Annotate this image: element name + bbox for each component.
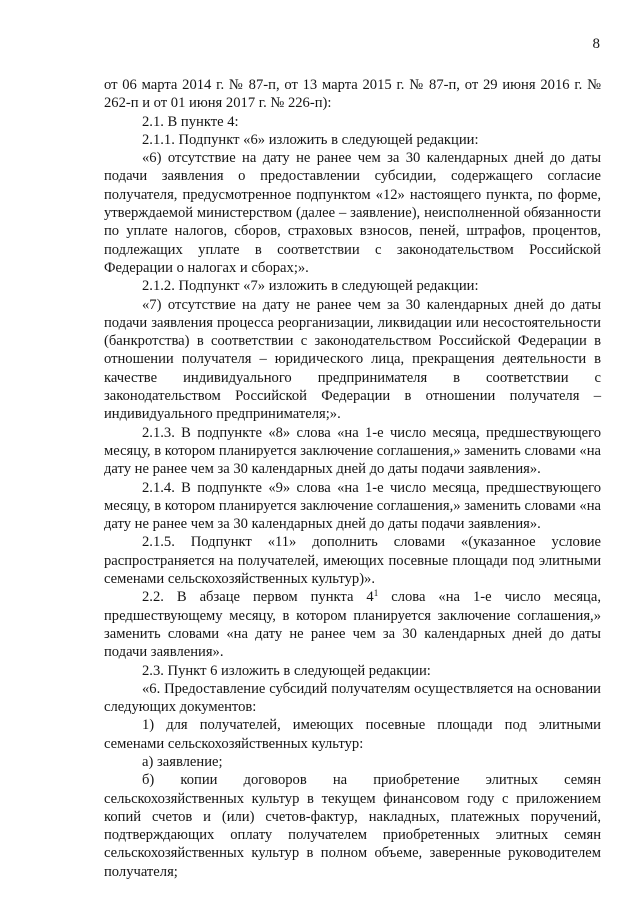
- paragraph-subitem-7: «7) отсутствие на дату не ранее чем за 30 календарных дней до даты подачи заявления процесса реорганизации, ликвидации или несостоятельности (банкротства) в соответствии с законодательством Российской Федерации в отношении получателя – юридического лица, прекращения деятельности в качестве индивидуального предпринимателя в соответствии с законодательством Российской Федерации в отношении получателя – индивидуального предпринимателя;».: [104, 296, 601, 423]
- paragraph-item-6: «6. Предоставление субсидий получателям осуществляется на основании следующих документов:: [104, 680, 601, 716]
- paragraph-2-1-5: 2.1.5. Подпункт «11» дополнить словами «(указанное условие распространяется на получателей, имеющих посевные площади под элитными семенами сельскохозяйственных культур)».: [104, 534, 601, 588]
- paragraph-2-1-1: 2.1.1. Подпункт «6» изложить в следующей редакции:: [142, 131, 479, 148]
- paragraph-item-6-1: 1) для получателей, имеющих посевные площади под элитными семенами сельскохозяйственных культур:: [104, 717, 601, 752]
- paragraph-item-6-1-b: б) копии договоров на приобретение элитных семян сельскохозяйственных культур в текущем финансовом году с приложением копий счетов и (или) счетов-фактур, накладных, платежных поручений, подтверждающих оплату получателем приобретенных элитных семян сельскохозяйственных культур в полном объеме, заверенные руководителем получателя;: [104, 772, 601, 880]
- paragraph-2-1-4: 2.1.4. В подпункте «9» слова «на 1-е число месяца, предшествующего месяцу, в котором планируется заключение соглашения,» заменить словами «на дату не ранее чем за 30 календарных дней до даты подачи заявления».: [104, 479, 601, 533]
- paragraph-2-1-2: 2.1.2. Подпункт «7» изложить в следующей редакции:: [142, 278, 479, 295]
- paragraph-item-6-1-a: а) заявление;: [142, 753, 223, 770]
- document-body: [104, 76, 601, 881]
- paragraph-2-2-before: 2.2. В абзаце первом пункта 4: [142, 589, 374, 606]
- superscript-4-1: 1: [373, 588, 379, 599]
- paragraph-2-3: 2.3. Пункт 6 изложить в следующей редакции:: [142, 662, 431, 679]
- paragraph-2-1: 2.1. В пункте 4:: [142, 113, 239, 130]
- paragraph-2-2: [104, 588, 601, 661]
- paragraph-resolution-dates: от 06 марта 2014 г. № 87-п, от 13 марта 2015 г. № 87-п, от 29 июня 2016 г. № 262-п и от 01 июня 2017 г. № 226-п):: [104, 77, 601, 112]
- paragraph-2-2-after: слова «на 1-е число месяца, предшествующему месяцу, в котором планируется заключение соглашения,» заменить словами «на дату не ранее чем за 30 календарных дней до даты подачи заявления».: [104, 589, 601, 661]
- paragraph-subitem-6: «6) отсутствие на дату не ранее чем за 30 календарных дней до даты подачи заявления о предоставлении субсидии, содержащего согласие получателя, предусмотренное подпунктом «12» настоящего пункта, по форме, утверждаемой министерством (далее – заявление), неисполненной обязанности по уплате налогов, сборов, страховых взносов, пеней, штрафов, процентов, подлежащих уплате в соответствии с законодательством Российской Федерации о налогах и сборах;».: [104, 150, 601, 276]
- paragraph-2-1-3: 2.1.3. В подпункте «8» слова «на 1-е число месяца, предшествующего месяцу, в котором планируется заключение соглашения,» заменить словами «на дату не ранее чем за 30 календарных дней до даты подачи заявления».: [104, 424, 601, 478]
- page-number: 8: [592, 36, 600, 52]
